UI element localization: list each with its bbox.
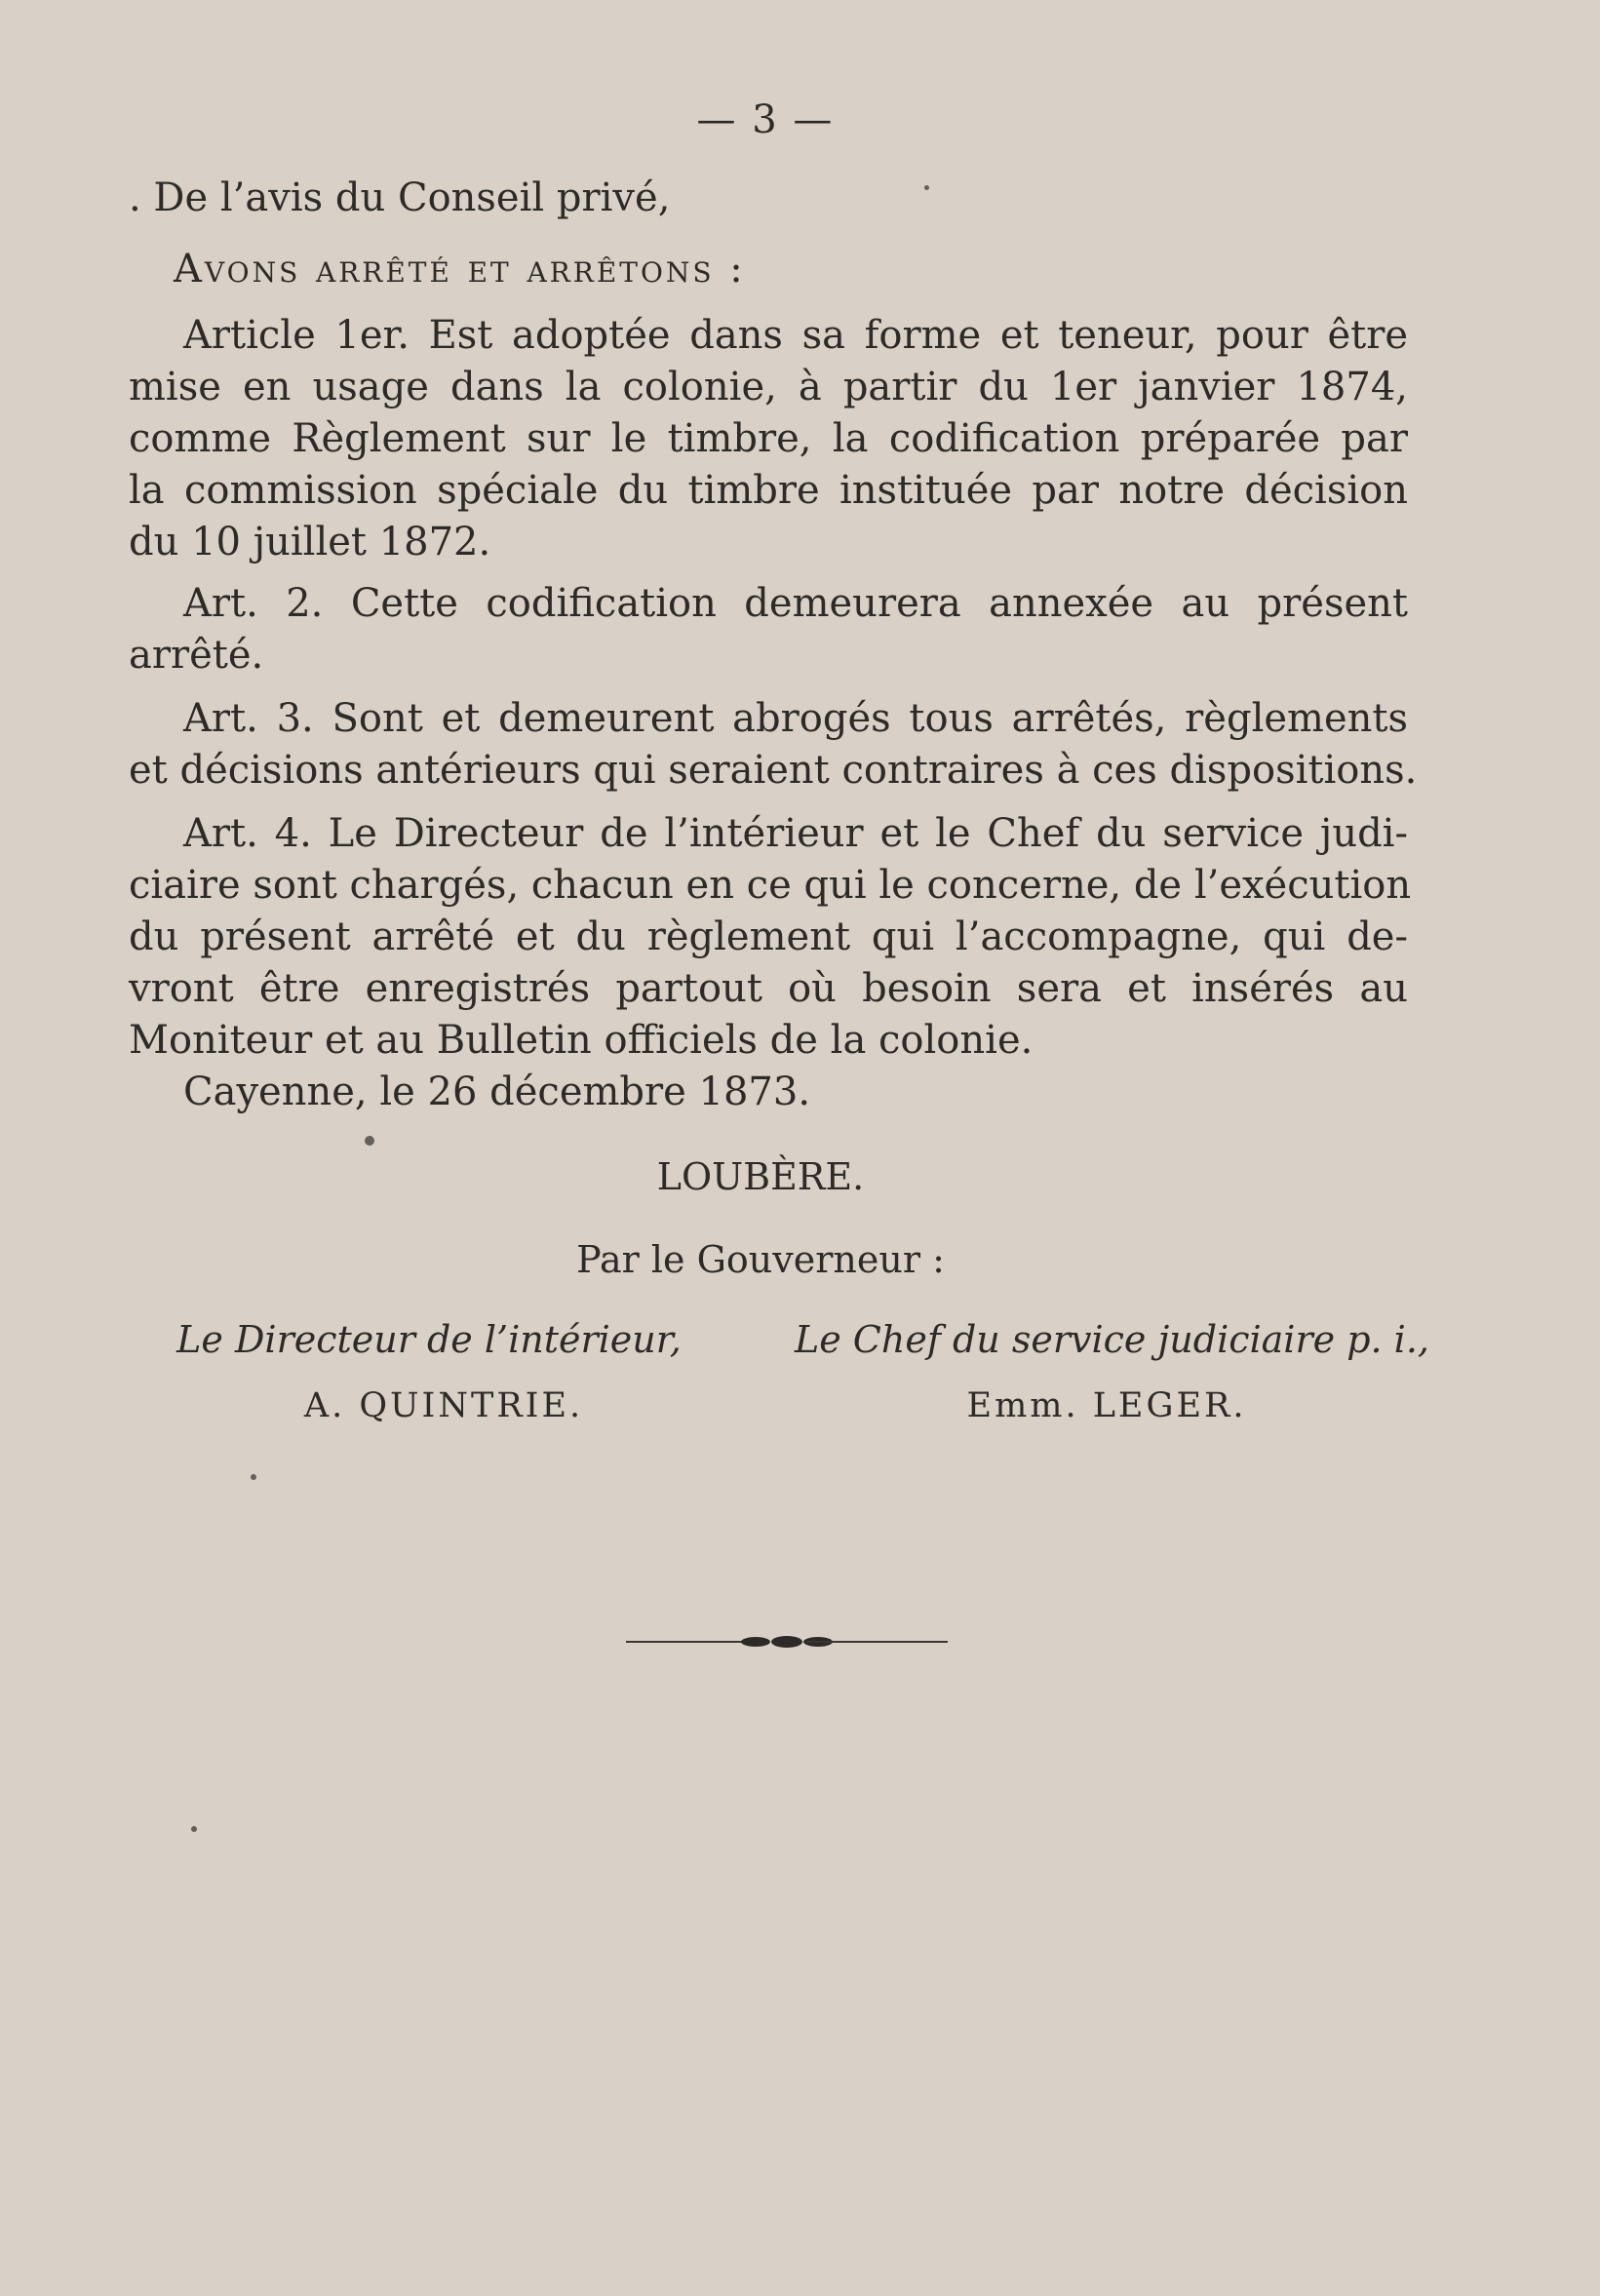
article-2-line-2: arrêté. [129,633,264,678]
date-line: Cayenne, le 26 décembre 1873. [183,1070,811,1114]
paper-speck [365,1136,374,1146]
right-signature-name: Emm. LEGER. [966,1386,1247,1425]
right-signature-title: Le Chef du service judiciaire p. i., [795,1318,1429,1361]
article-1-line-1: Article 1er. Est adoptée dans sa forme et teneur, pour être [183,313,1408,358]
article-4-line-1: Art. 4. Le Directeur de l’intérieur et le Chef du service judi- [183,811,1408,856]
article-1-line-4: la commission spéciale du timbre instituée par notre décision [129,468,1408,513]
article-1-line-5: du 10 juillet 1872. [129,520,491,564]
paper-speck [251,1474,256,1480]
by-governor: Par le Gouverneur : [576,1238,945,1281]
ornament-right-rule [806,1641,948,1643]
decree-heading: Avons arrêté et arrêtons : [174,247,746,292]
closing-ornament [626,1636,948,1648]
article-4-line-5: Moniteur et au Bulletin officiels de la colonie. [129,1018,1034,1063]
article-4-line-4: vront être enregistrés partout où besoin sera et insérés au [129,966,1408,1011]
ornament-left-rule [626,1641,767,1643]
article-2-line-1: Art. 2. Cette codification demeurera annexée au présent [183,581,1408,626]
ornament-center-mark [771,1636,802,1648]
article-1-line-3: comme Règlement sur le timbre, la codification préparée par [129,416,1408,461]
page-number: — 3 — [696,97,835,142]
paper-speck [191,1826,197,1832]
opening-line: . De l’avis du Conseil privé, [129,175,671,220]
article-4-line-3: du présent arrêté et du règlement qui l’accompagne, qui de- [129,915,1408,959]
article-3-line-1: Art. 3. Sont et demeurent abrogés tous arrêtés, règlements [183,696,1408,741]
article-1-line-2: mise en usage dans la colonie, à partir du 1er janvier 1874, [129,365,1408,409]
signatory: LOUBÈRE. [656,1155,865,1198]
paper-speck [924,185,929,190]
article-4-line-2: ciaire sont chargés, chacun en ce qui le concerne, de l’exécution [129,863,1412,908]
article-3-line-2: et décisions antérieurs qui seraient contraires à ces dispositions. [129,748,1418,793]
left-signature-title: Le Directeur de l’intérieur, [176,1318,682,1361]
left-signature-name: A. QUINTRIE. [303,1386,584,1425]
